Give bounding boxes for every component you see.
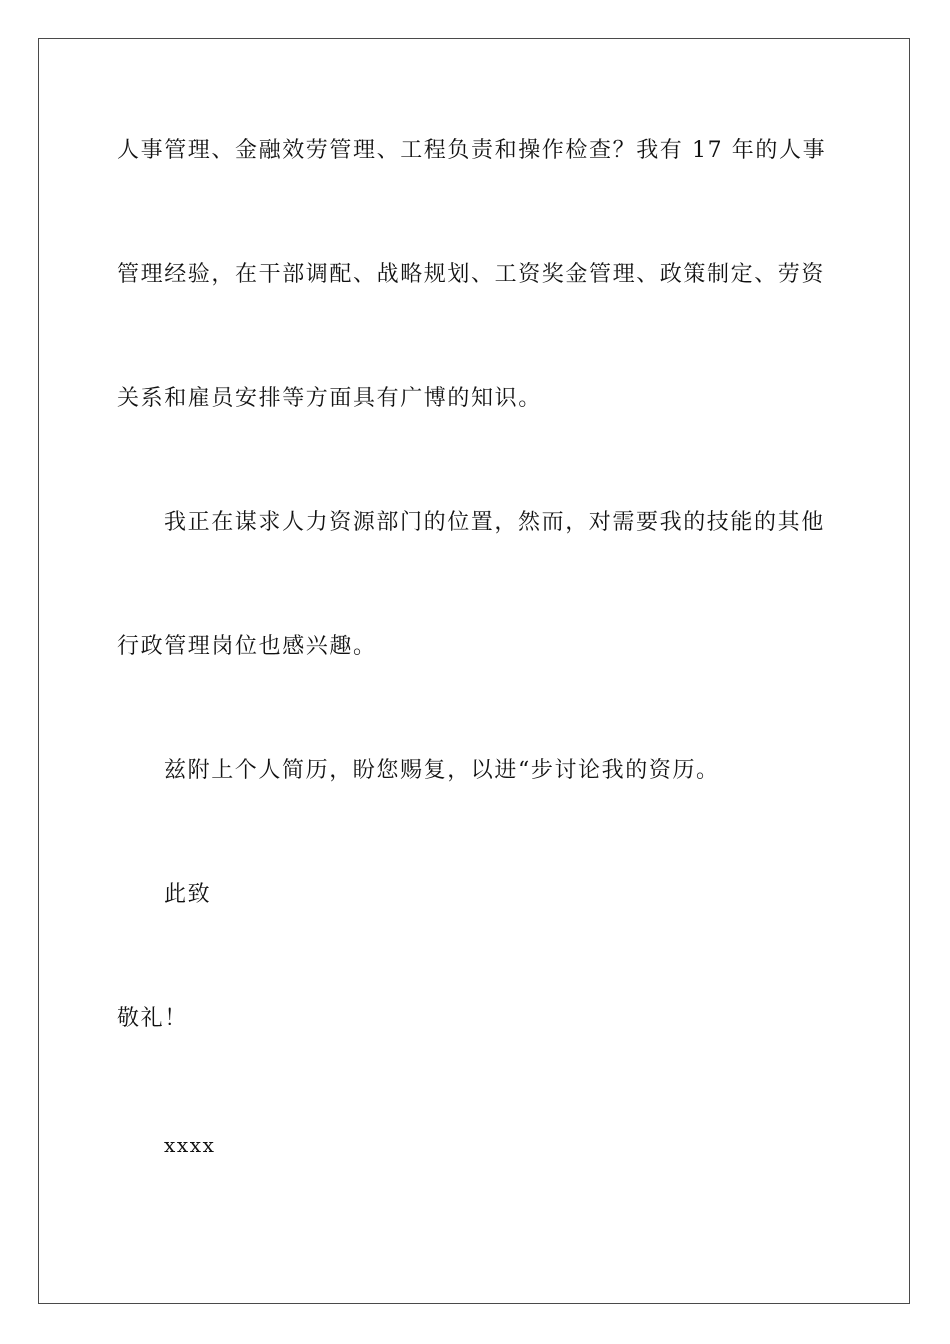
paragraph-1-line-2: 管理经验，在干部调配、战略规划、工资奖金管理、政策制定、劳资 (117, 262, 826, 287)
signature-text: xxxx (164, 1133, 216, 1157)
salutation-text: 敬礼！ (117, 1006, 188, 1031)
paragraph-1-line-1: 人事管理、金融效劳管理、工程负责和操作检查？我有 17 年的人事 (117, 138, 827, 163)
paragraph-3-line-1: 兹附上个人简历，盼您赐复，以进“步讨论我的资历。 (164, 758, 720, 783)
paragraph-2-line-1: 我正在谋求人力资源部门的位置，然而，对需要我的技能的其他 (164, 510, 825, 535)
page-border (38, 38, 910, 1304)
paragraph-1-line-3: 关系和雇员安排等方面具有广博的知识。 (117, 386, 542, 411)
closing-text: 此致 (164, 882, 212, 907)
paragraph-2-line-2: 行政管理岗位也感兴趣。 (117, 634, 377, 659)
